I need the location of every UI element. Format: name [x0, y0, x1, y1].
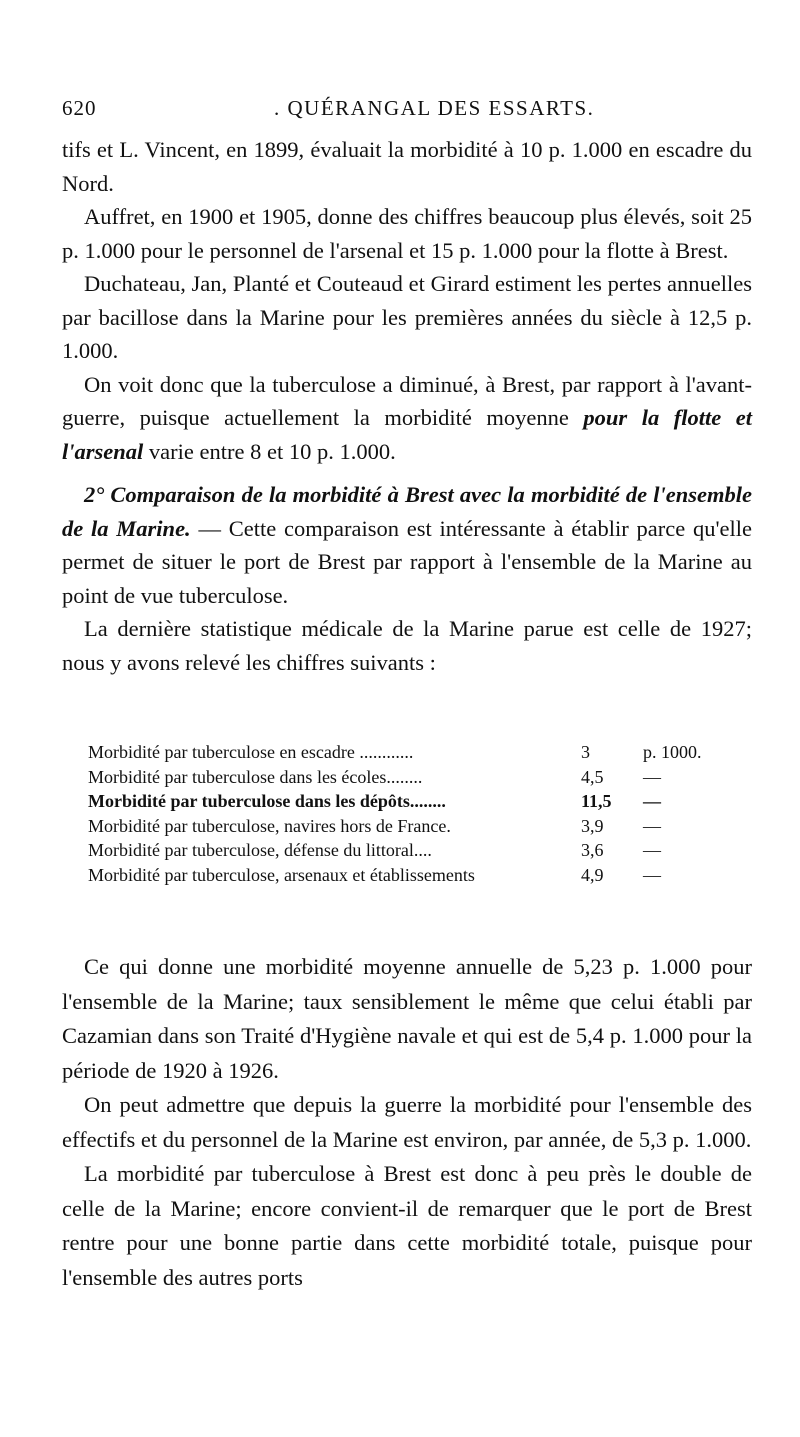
page-number: 620	[62, 96, 97, 120]
stats-value: 11,5	[581, 791, 612, 811]
stats-label: Morbidité par tuberculose dans les écoles........	[88, 766, 423, 787]
paragraph-6: La dernière statistique médicale de la Marine parue est celle de 1927; nous y avons relevé les chiffres suivants :	[62, 616, 752, 675]
stats-unit: —	[643, 840, 661, 860]
paragraph-1: tifs et L. Vincent, en 1899, évaluait la morbidité à 10 p. 1.000 en escadre du Nord.	[62, 137, 752, 196]
stats-label: Morbidité par tuberculose, défense du littoral....	[88, 840, 432, 860]
paragraph-4-start: On voit donc que la tuberculose a diminué, à Brest, par rapport à l'avant-guerre, puisque actuellement la morbidité moyenne	[62, 371, 752, 430]
stats-value: 3,6	[581, 840, 604, 860]
running-head: . QUÉRANGAL DES ESSARTS.	[274, 96, 595, 120]
stats-unit: —	[643, 766, 661, 787]
paragraph-4	[62, 368, 752, 469]
stats-label: Morbidité par tuberculose, navires hors de France.	[88, 815, 451, 836]
paragraph-7: Ce qui donne une morbidité moyenne annuelle de 5,23 p. 1.000 pour l'ensemble de la Marine; taux sensiblement le même que celui établi par Cazamian dans son Traité d'Hygiène navale et qui est de 5,4 p. 1.000 pour la période de 1920 à 1926.	[62, 954, 752, 1083]
section-2-heading: 2° Comparaison de la morbidité à Brest avec la morbidité de l'ensemble de la Marine.	[62, 482, 752, 541]
stats-label: Morbidité par tuberculose dans les dépôts........	[88, 791, 446, 811]
section-2-text: — Cette comparaison est intéressante à établir parce qu'elle permet de situer le port de Brest par rapport à l'ensemble de la Marine au point de vue tuberculose.	[62, 515, 752, 608]
stats-row	[88, 740, 753, 765]
stats-row	[88, 814, 753, 839]
stats-row	[88, 863, 753, 888]
stats-value: 3,9	[581, 815, 604, 836]
paragraph-4-end: varie entre 8 et 10 p. 1.000.	[143, 438, 396, 464]
section-2-paragraph	[62, 478, 752, 612]
paragraph-3: Duchateau, Jan, Planté et Couteaud et Girard estiment les pertes annuelles par bacillose dans la Marine pour les premières années du siècle à 12,5 p. 1.000.	[62, 271, 752, 363]
stats-unit: p. 1000.	[643, 742, 702, 762]
stats-row	[88, 765, 753, 790]
stats-value: 3	[581, 742, 590, 762]
stats-row	[88, 789, 753, 814]
body-text-bottom	[62, 950, 752, 1295]
paragraph-4-italic: pour la flotte et l'arsenal	[62, 405, 752, 464]
page-header	[62, 96, 752, 126]
paragraph-9: La morbidité par tuberculose à Brest est donc à peu près le double de celle de la Marine; encore convient-il de remarquer que le port de Brest rentre pour une bonne partie dans cette morbidité totale, puisque pour l'ensemble des autres ports	[62, 1161, 752, 1290]
stats-label: Morbidité par tuberculose, arsenaux et établissements	[88, 864, 475, 885]
paragraph-2: Auffret, en 1900 et 1905, donne des chiffres beaucoup plus élevés, soit 25 p. 1.000 pour le personnel de l'arsenal et 15 p. 1.000 pour la flotte à Brest.	[62, 204, 752, 263]
body-text-top	[62, 133, 752, 679]
stats-label: Morbidité par tuberculose en escadre ............	[88, 742, 414, 762]
stats-unit: —	[643, 864, 661, 885]
stats-value: 4,5	[581, 766, 604, 787]
stats-row	[88, 838, 753, 863]
paragraph-8: On peut admettre que depuis la guerre la morbidité pour l'ensemble des effectifs et du personnel de la Marine est environ, par année, de 5,3 p. 1.000.	[62, 1092, 752, 1152]
stats-unit: —	[643, 815, 661, 836]
stats-unit: —	[643, 791, 661, 811]
stats-value: 4,9	[581, 864, 604, 885]
statistics-table	[88, 740, 753, 887]
